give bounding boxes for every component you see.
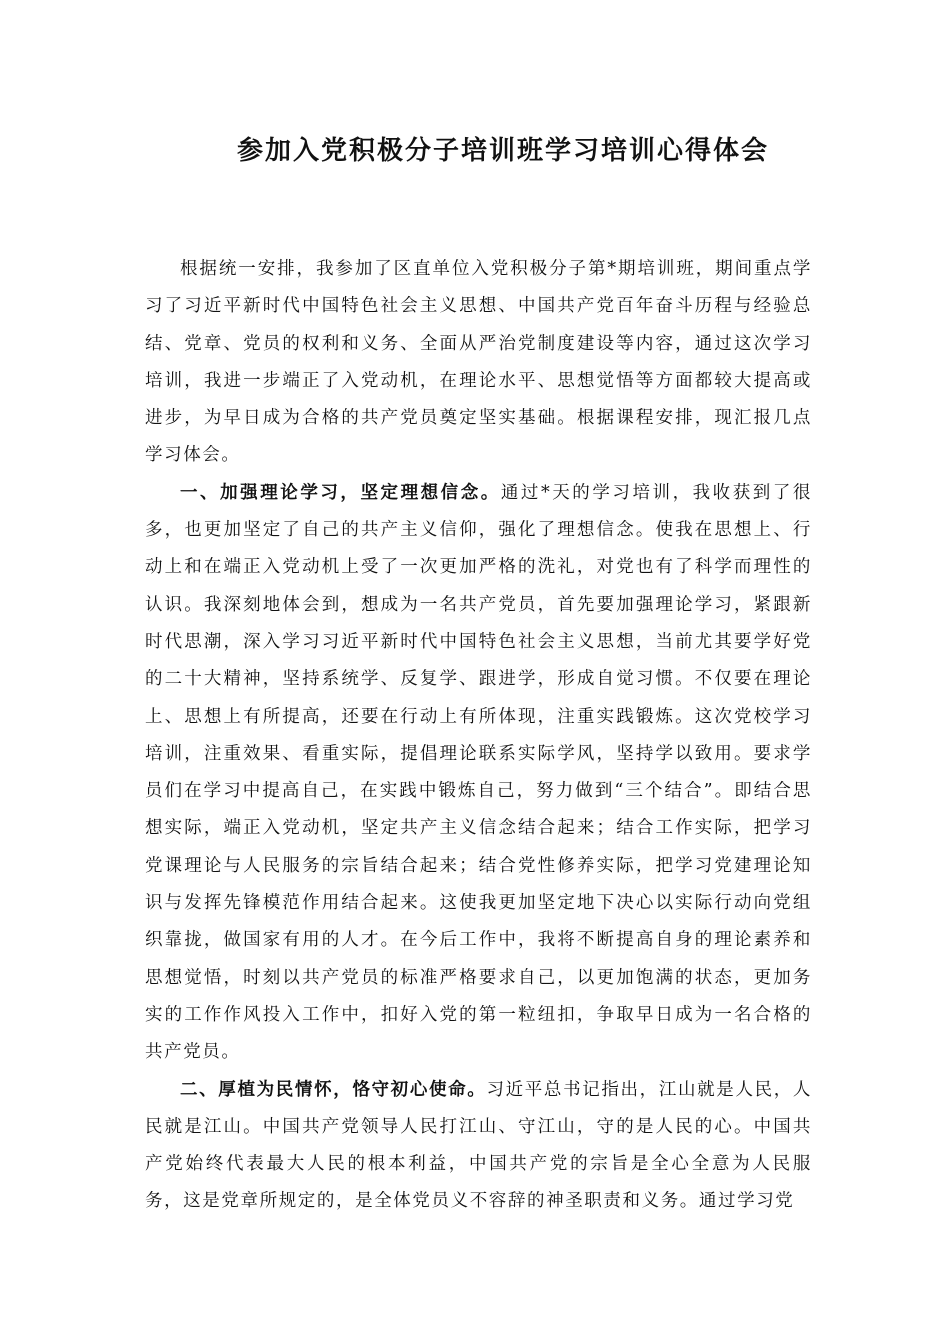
document-body bbox=[145, 251, 812, 1221]
document-title: 参加入党积极分子培训班学习培训心得体会 bbox=[236, 136, 769, 166]
paragraph-text: 通过*天的学习培训，我收获到了很多，也更加坚定了自己的共产主义信仰，强化了理想信念。使我在思想上、行动上和在端正入党动机上受了一次更加严格的洗礼，对党也有了科学而理性的认识。我深刻地体会到，想成为一名共产党员，首先要加强理论学习，紧跟新时代思潮，深入学习习近平新时代中国特色社会主义思想，当前尤其要学好党的二十大精神，坚持系统学、反复学、跟进学，形成自觉习惯。不仅要在理论上、思想上有所提高，还要在行动上有所体现，注重实践锻炼。这次党校学习培训，注重效果、看重实际，提倡理论联系实际学风，坚持学以致用。要求学员们在学习中提高自己，在实践中锻炼自己，努力做到“三个结合”。即结合思想实际，端正入党动机，坚定共产主义信念结合起来；结合工作实际，把学习党课理论与人民服务的宗旨结合起来；结合党性修养实际，把学习党建理论知识与发挥先锋模范作用结合起来。这使我更加坚定地下决心以实际行动向党组织靠拢，做国家有用的人才。在今后工作中，我将不断提高自身的理论素养和思想觉悟，时刻以共产党员的标准严格要求自己，以更加饱满的状态，更加务实的工作作风投入工作中，扣好入党的第一粒纽扣，争取早日成为一名合格的共产党员。 bbox=[145, 482, 812, 1063]
paragraph-intro bbox=[145, 251, 812, 475]
section-heading-one: 一、加强理论学习，坚定理想信念。 bbox=[180, 482, 501, 503]
paragraph-text: 根据统一安排，我参加了区直单位入党积极分子第*期培训班，期间重点学习了习近平新时代中国特色社会主义思想、中国共产党百年奋斗历程与经验总结、党章、党员的权利和义务、全面从严治党制度建设等内容，通过这次学习培训，我进一步端正了入党动机，在理论水平、思想觉悟等方面都较大提高或进步，为早日成为合格的共产党员奠定坚实基础。根据课程安排，现汇报几点学习体会。 bbox=[145, 259, 812, 466]
paragraph-text: 习近平总书记指出，江山就是人民，人民就是江山。中国共产党领导人民打江山、守江山，守的是人民的心。中国共产党始终代表最大人民的根本利益，中国共产党的宗旨是全心全意为人民服务，这是党章所规定的，是全体党员义不容辞的神圣职责和义务。通过学习党 bbox=[145, 1079, 812, 1212]
section-heading-two: 二、厚植为民情怀，恪守初心使命。 bbox=[180, 1079, 487, 1100]
paragraph-section-one bbox=[145, 475, 812, 1072]
paragraph-section-two bbox=[145, 1072, 812, 1221]
